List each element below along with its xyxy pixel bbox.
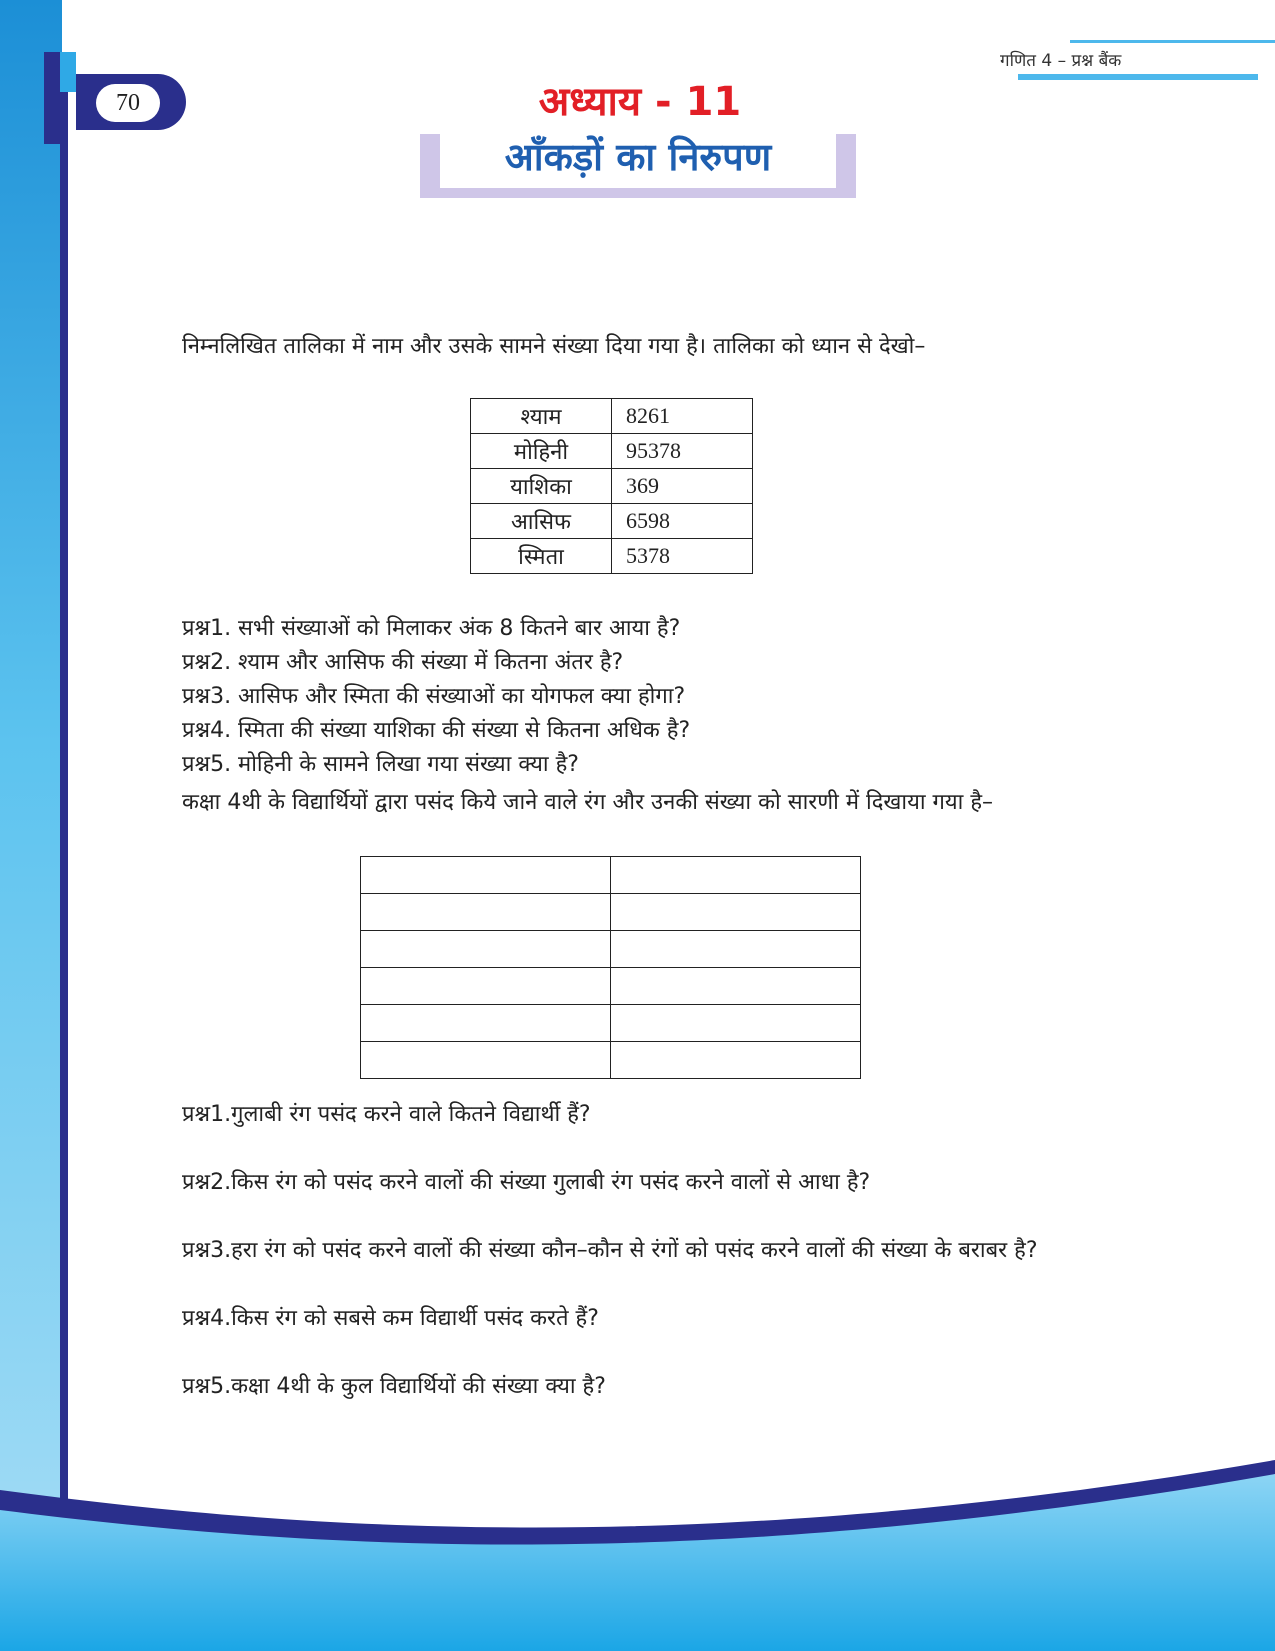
- table-row: [471, 469, 753, 504]
- chapter-title: आँकड़ों का निरुपण: [504, 135, 772, 179]
- page-number: 70: [96, 84, 160, 122]
- table-cell-value: 5378: [612, 539, 753, 574]
- page-tab-light: [60, 52, 76, 92]
- table-cell-value: 8261: [612, 399, 753, 434]
- table-row: [361, 1042, 861, 1079]
- question-number: प्रश्न5.: [182, 1374, 232, 1399]
- question-text: गुलाबी रंग पसंद करने वाले कितने विद्यार्थी हैं?: [231, 1102, 591, 1127]
- question-number: प्रश्न3.: [182, 1238, 232, 1263]
- section1-intro-block: [182, 330, 1142, 364]
- question-4: प्रश्न4. स्मिता की संख्या याशिका की संख्या से कितना अधिक है?: [182, 718, 691, 743]
- table-cell: [361, 931, 611, 968]
- table-row: [471, 539, 753, 574]
- question-text: हरा रंग को पसंद करने वालों की संख्या कौन–कौन से रंगों को पसंद करने वालों की संख्या के बराबर है?: [231, 1238, 1038, 1263]
- table-row: [471, 504, 753, 539]
- book-reference: गणित 4 – प्रश्न बैंक: [1000, 51, 1122, 71]
- section2-questions: [182, 1098, 1162, 1438]
- table-row: [361, 894, 861, 931]
- question-3: प्रश्न3. आसिफ और स्मिता की संख्याओं का योगफल क्या होगा?: [182, 684, 686, 709]
- table-cell-name: स्मिता: [471, 539, 612, 574]
- question-text: कक्षा 4थी के कुल विद्यार्थियों की संख्या क्या है?: [231, 1374, 606, 1399]
- table-cell-value: 369: [612, 469, 753, 504]
- table-cell: [611, 894, 861, 931]
- table-cell-value: 95378: [612, 434, 753, 469]
- names-table: [470, 398, 753, 574]
- table-cell: [361, 968, 611, 1005]
- question-1: प्रश्न1. सभी संख्याओं को मिलाकर अंक 8 कितने बार आया है?: [182, 616, 681, 641]
- table-row: [361, 968, 861, 1005]
- table-cell: [611, 1005, 861, 1042]
- left-decorative-strip: [0, 0, 62, 1651]
- table-cell: [361, 894, 611, 931]
- question-5: प्रश्न5. मोहिनी के सामने लिखा गया संख्या क्या है?: [182, 752, 579, 777]
- table-cell: [361, 1042, 611, 1079]
- table-cell-name: याशिका: [471, 469, 612, 504]
- table-cell-name: आसिफ: [471, 504, 612, 539]
- section1-questions: [182, 612, 1142, 782]
- table-cell: [361, 1005, 611, 1042]
- table-cell-name: मोहिनी: [471, 434, 612, 469]
- question-text: किस रंग को सबसे कम विद्यार्थी पसंद करते हैं?: [231, 1306, 599, 1331]
- question-2: [182, 1166, 1162, 1200]
- table-row: [471, 399, 753, 434]
- table-cell: [361, 857, 611, 894]
- table-cell-name: श्याम: [471, 399, 612, 434]
- question-2: प्रश्न2. श्याम और आसिफ की संख्या में कितना अंतर है?: [182, 650, 624, 675]
- header-top-line: [1070, 40, 1275, 43]
- section1-intro: निम्नलिखित तालिका में नाम और उसके सामने संख्या दिया गया है। तालिका को ध्यान से देखो–: [182, 334, 926, 359]
- question-number: प्रश्न2.: [182, 1170, 232, 1195]
- question-number: प्रश्न4.: [182, 1306, 232, 1331]
- question-3: [182, 1234, 1162, 1268]
- header-underline: [1018, 74, 1258, 80]
- section2-intro: कक्षा 4थी के विद्यार्थियों द्वारा पसंद किये जाने वाले रंग और उनकी संख्या को सारणी में दिखाया गया है–: [182, 790, 994, 815]
- table-row: [361, 857, 861, 894]
- table-cell: [611, 931, 861, 968]
- chapter-label: अध्याय - 11: [538, 79, 742, 125]
- question-1: [182, 1098, 1162, 1132]
- table-row: [361, 931, 861, 968]
- table-cell: [611, 968, 861, 1005]
- table-cell: [611, 857, 861, 894]
- table-cell: [611, 1042, 861, 1079]
- question-5: [182, 1370, 1162, 1404]
- table-row: [471, 434, 753, 469]
- table-row: [361, 1005, 861, 1042]
- question-number: प्रश्न1.: [182, 1102, 232, 1127]
- bottom-wave-decoration: [0, 1460, 1275, 1651]
- colors-table-empty: [360, 856, 861, 1079]
- question-4: [182, 1302, 1162, 1336]
- left-border-line: [60, 90, 68, 1530]
- question-text: किस रंग को पसंद करने वालों की संख्या गुलाबी रंग पसंद करने वालों से आधा है?: [231, 1170, 871, 1195]
- table-cell-value: 6598: [612, 504, 753, 539]
